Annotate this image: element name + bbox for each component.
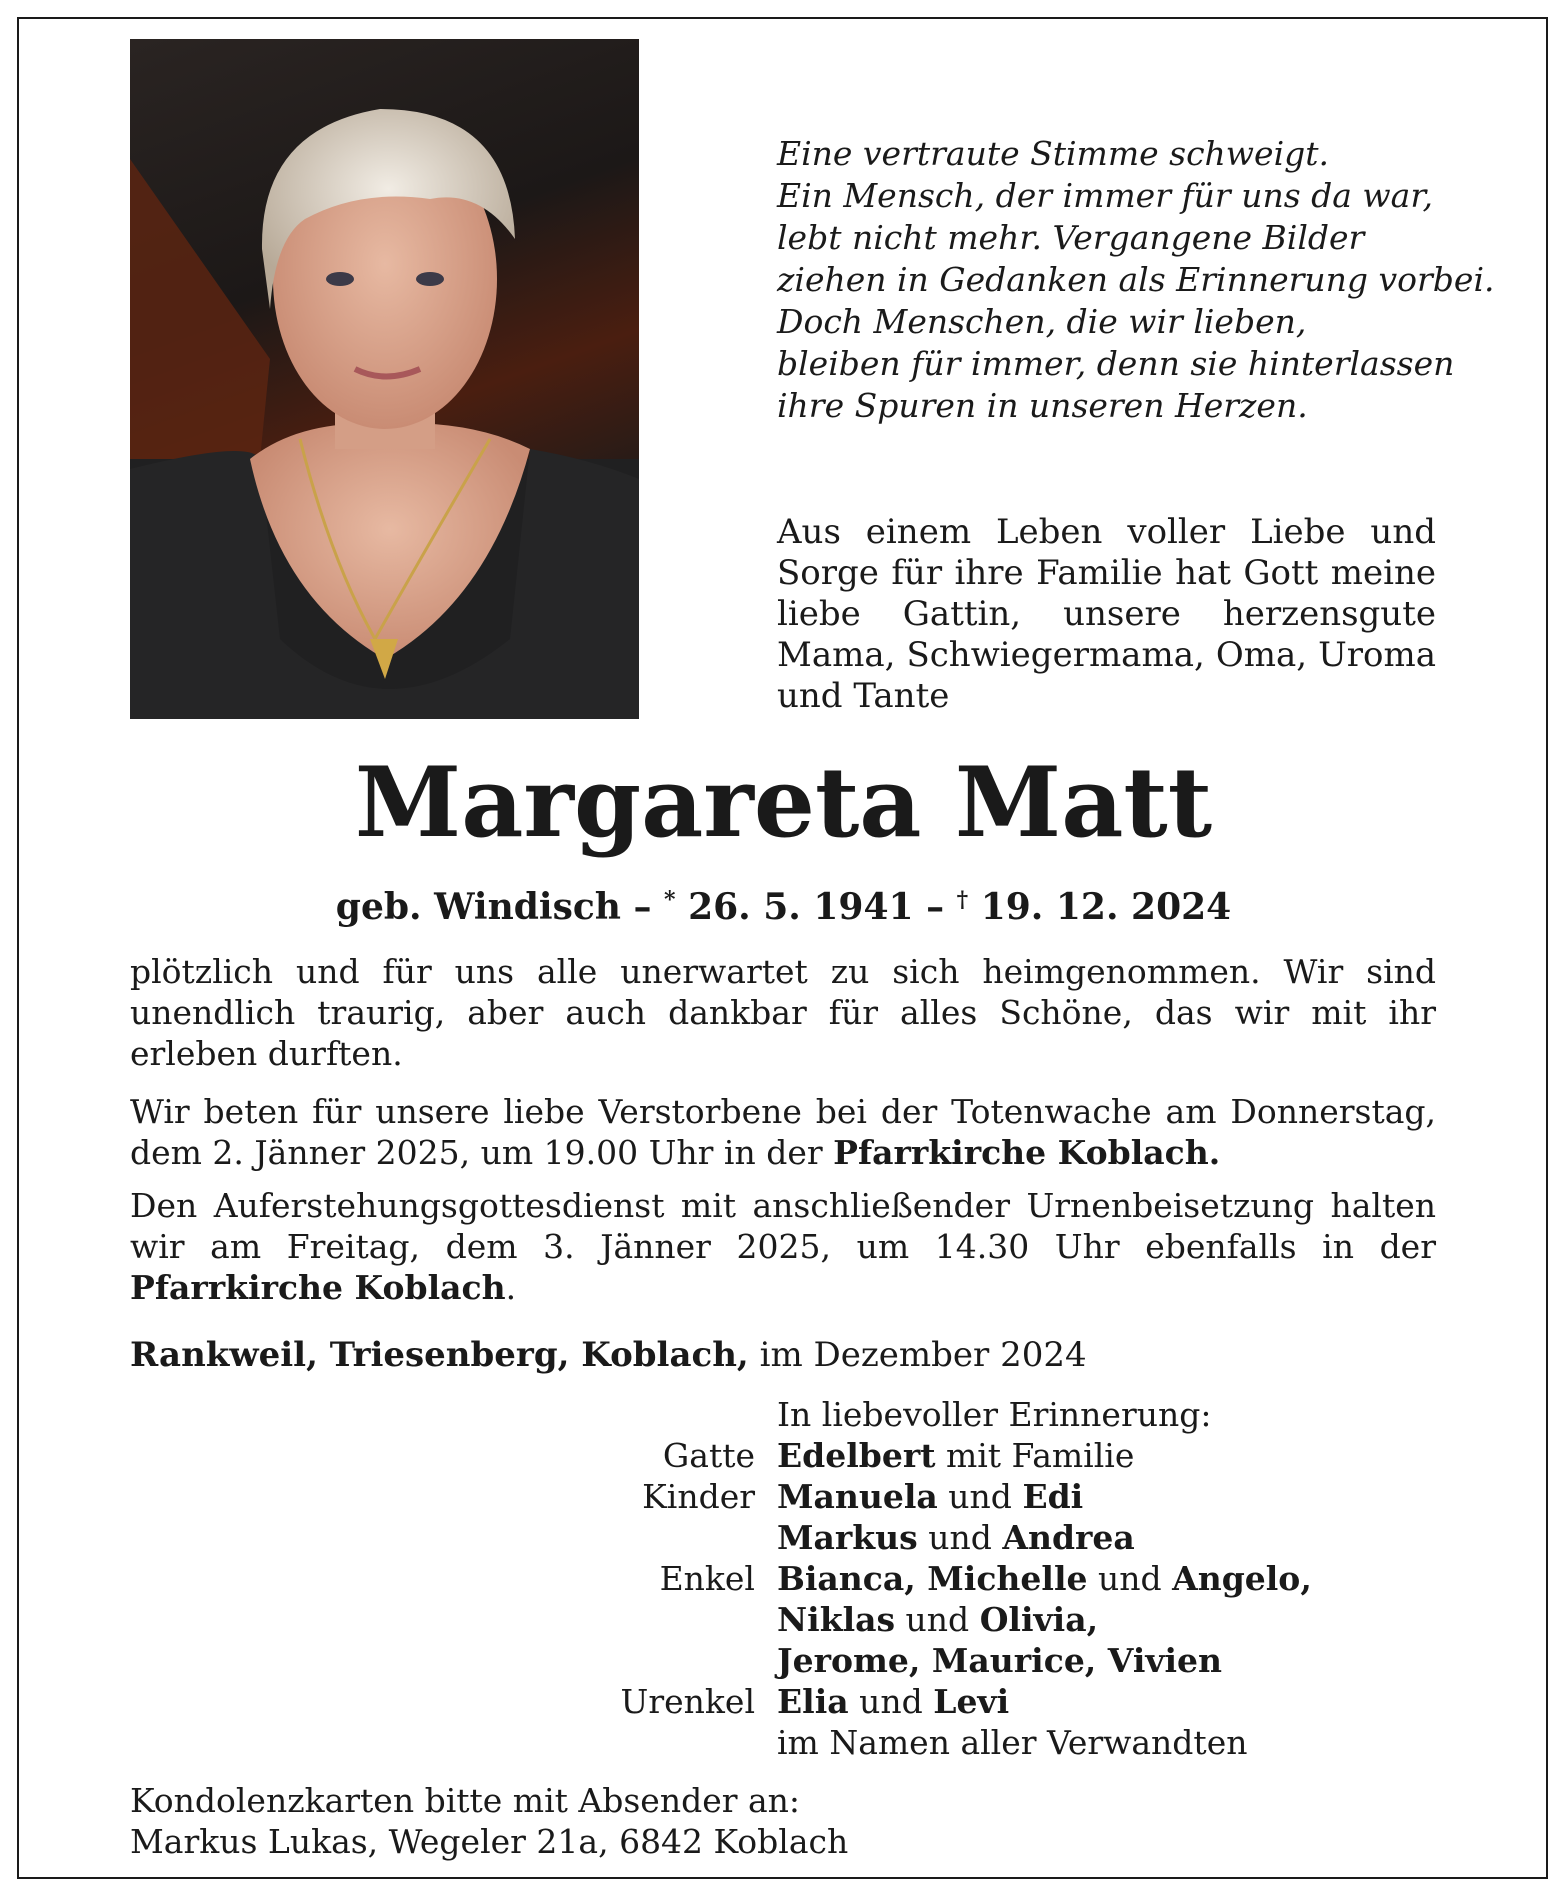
mourner-row	[560, 1599, 1460, 1640]
relation-label-empty	[560, 1517, 777, 1558]
mourners-heading: In liebevoller Erinnerung:	[777, 1395, 1212, 1434]
maiden-name: geb. Windisch	[335, 886, 621, 928]
death-date: 19. 12. 2024	[968, 886, 1232, 928]
mourner-names	[777, 1599, 1460, 1640]
places: Rankweil, Triesenberg, Koblach,	[130, 1335, 749, 1375]
relation-label: Enkel	[659, 1559, 755, 1598]
mourner-names	[777, 1476, 1460, 1517]
mourner-name: Edelbert	[777, 1436, 936, 1475]
connector: und	[895, 1600, 980, 1639]
funeral-text: Den Auferstehungsgottesdienst mit anschließender Urnenbeisetzung halten wir am Freitag, dem 3. Jänner 2025, um 14.30 Uhr ebenfalls in der	[130, 1186, 1436, 1266]
funeral-location: Pfarrkirche Koblach	[130, 1268, 506, 1307]
mourner-row	[560, 1558, 1460, 1599]
relation-label: Urenkel	[620, 1682, 755, 1721]
mourner-names	[777, 1640, 1460, 1681]
funeral-period: .	[505, 1268, 517, 1307]
poem-line: lebt nicht mehr. Vergangene Bilder	[777, 218, 1365, 257]
intro-text: Aus einem Leben voller Liebe und Sorge für ihre Familie hat Gott meine liebe Gattin, unsere herzensgute Mama, Schwiegermama, Oma, Uroma und Tante	[777, 512, 1436, 716]
relation-label: Kinder	[642, 1477, 755, 1516]
mourner-names	[777, 1517, 1460, 1558]
condolence-address	[130, 1780, 848, 1862]
relation-label-empty	[560, 1599, 777, 1640]
relation-label: Gatte	[662, 1436, 755, 1475]
separator: –	[620, 886, 665, 928]
birth-date: 26. 5. 1941	[675, 886, 914, 928]
poem	[777, 133, 1495, 427]
relation-label-empty	[560, 1640, 777, 1681]
date: im Dezember 2024	[748, 1335, 1087, 1375]
mourner-row	[560, 1681, 1460, 1722]
connector: und	[848, 1682, 934, 1721]
death-symbol: †	[956, 887, 969, 913]
mourner-name: Olivia,	[979, 1600, 1099, 1639]
life-dates	[0, 878, 1567, 929]
poem-line: Eine vertraute Stimme schweigt.	[777, 134, 1330, 173]
mourner-name: Niklas	[777, 1600, 896, 1639]
mourner-name: Jerome, Maurice, Vivien	[777, 1641, 1223, 1680]
mourner-name: Bianca, Michelle	[777, 1559, 1088, 1598]
mourner-name: Elia	[777, 1682, 849, 1721]
address-line: Kondolenzkarten bitte mit Absender an:	[130, 1781, 801, 1820]
mourner-names	[777, 1558, 1460, 1599]
mourner-name: Angelo,	[1172, 1559, 1312, 1598]
mourner-suffix: mit Familie	[935, 1436, 1135, 1475]
deceased-name: Margareta Matt	[354, 746, 1213, 859]
address-line: Markus Lukas, Wegeler 21a, 6842 Koblach	[130, 1822, 849, 1861]
mourner-names	[777, 1681, 1460, 1722]
poem-line: Doch Menschen, die wir lieben,	[777, 302, 1307, 341]
wake-location: Pfarrkirche Koblach.	[833, 1133, 1221, 1172]
connector: und	[1087, 1559, 1173, 1598]
poem-line: ihre Spuren in unseren Herzen.	[777, 386, 1308, 425]
mourner-row	[560, 1640, 1460, 1681]
mourners-list	[560, 1435, 1460, 1722]
funeral-paragraph	[130, 1185, 1436, 1308]
closing-line: im Namen aller Verwandten	[777, 1723, 1248, 1762]
portrait-photo	[130, 39, 639, 719]
mourner-names	[777, 1435, 1460, 1476]
poem-line: ziehen in Gedanken als Erinnerung vorbei.	[777, 260, 1495, 299]
poem-line: bleiben für immer, denn sie hinterlassen	[777, 344, 1455, 383]
mourner-name: Markus	[777, 1518, 918, 1557]
announcement-paragraph: plötzlich und für uns alle unerwartet zu sich heimgenommen. Wir sind unendlich traurig, aber auch dankbar für alles Schöne, das wir mit ihr erleben durften.	[130, 952, 1436, 1073]
mourner-row	[560, 1435, 1460, 1476]
portrait-illustration	[130, 39, 639, 719]
mourner-name: Edi	[1022, 1477, 1084, 1516]
mourner-name: Manuela	[777, 1477, 938, 1516]
poem-line: Ein Mensch, der immer für uns da war,	[777, 176, 1433, 215]
connector: und	[937, 1477, 1023, 1516]
mourner-name: Levi	[933, 1682, 1010, 1721]
mourner-name: Andrea	[1002, 1518, 1135, 1557]
wake-text: Wir beten für unsere liebe Verstorbene bei der Totenwache am Donnerstag, dem 2. Jänner 2025, um 19.00 Uhr in der	[130, 1092, 1436, 1172]
mourner-row	[560, 1476, 1460, 1517]
place-date-line	[130, 1334, 1436, 1376]
mourner-row	[560, 1517, 1460, 1558]
connector: und	[917, 1518, 1003, 1557]
separator: –	[913, 886, 957, 928]
birth-symbol: *	[664, 887, 676, 913]
wake-paragraph	[130, 1091, 1436, 1173]
